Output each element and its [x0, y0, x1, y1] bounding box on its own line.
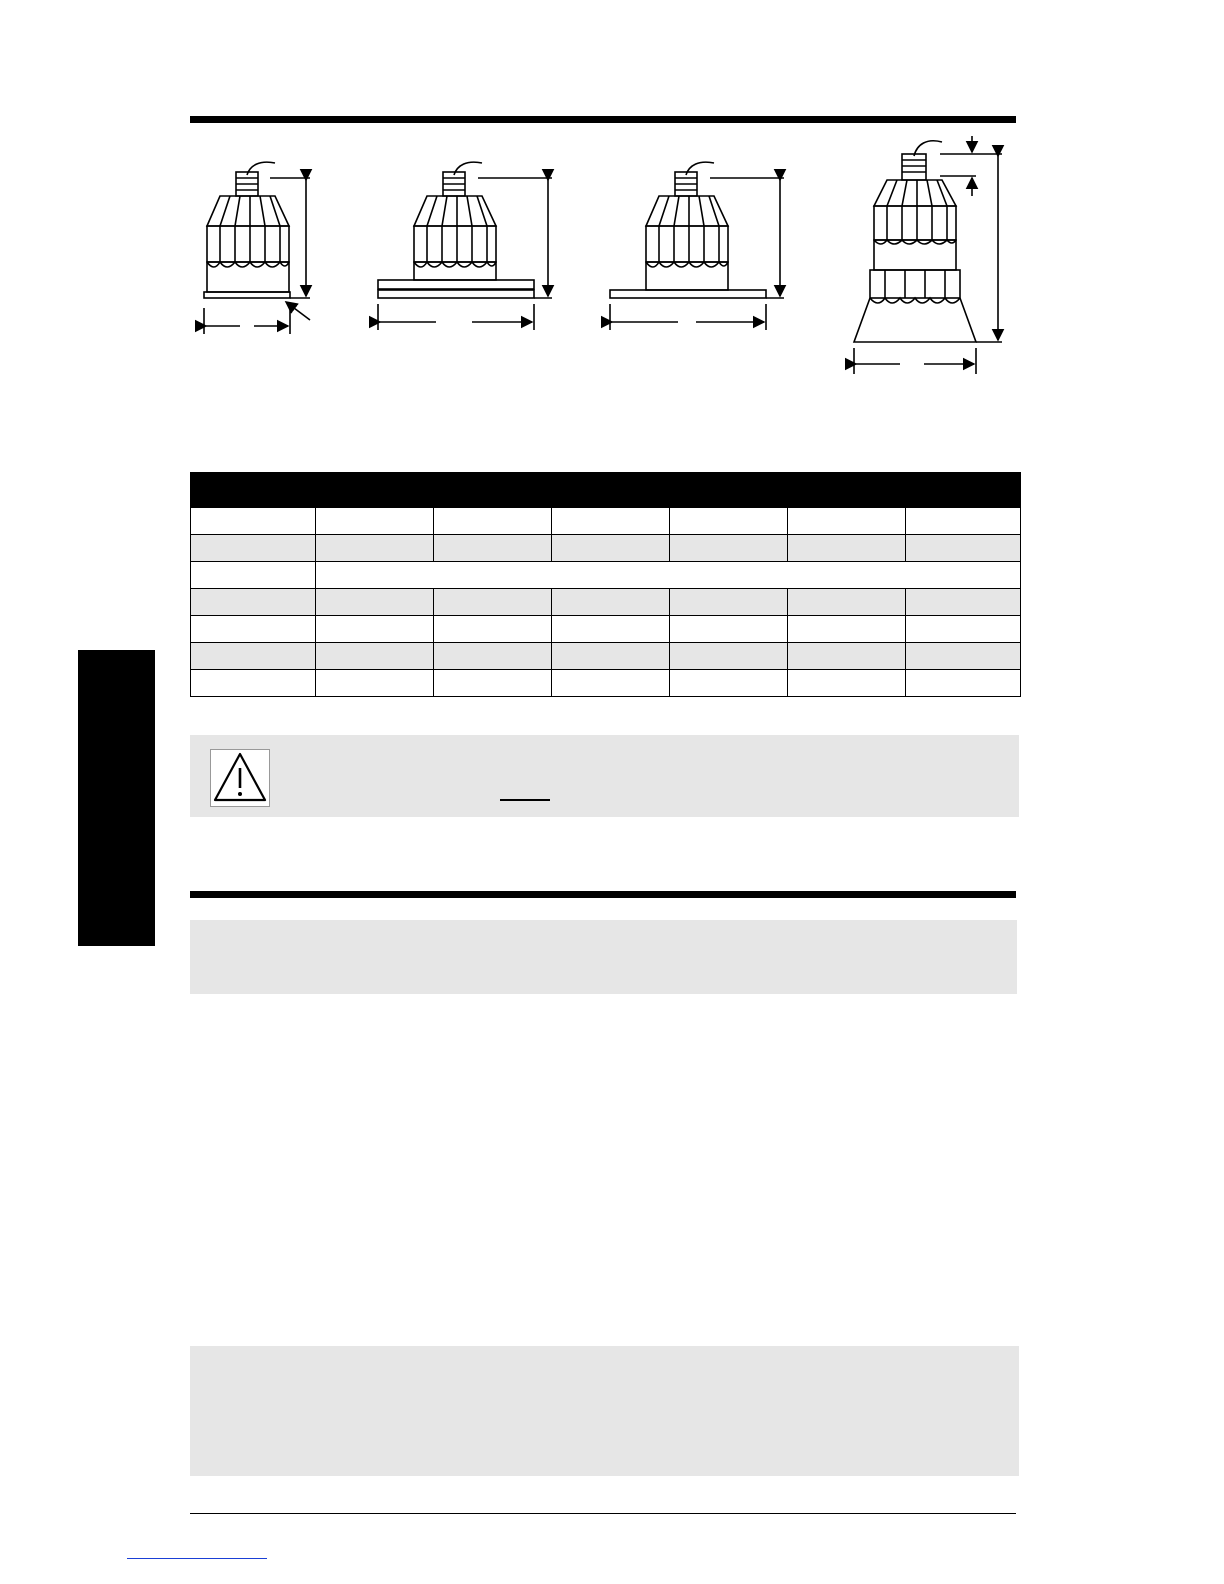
note-panel	[190, 920, 1017, 994]
specification-table	[190, 472, 1021, 697]
table-row	[191, 535, 1021, 562]
bottom-note-panel	[190, 1346, 1019, 1476]
section-rule-top	[190, 116, 1016, 123]
footer-link-underline[interactable]	[127, 1558, 267, 1559]
transducer-standard-drawing	[204, 162, 310, 334]
table-header	[191, 473, 1021, 508]
warning-emphasis-underline	[500, 799, 550, 801]
table-row	[191, 616, 1021, 643]
table-header-row	[191, 473, 1021, 508]
transducer-flanged-double-drawing	[378, 162, 552, 330]
table-row	[191, 589, 1021, 616]
table-row	[191, 562, 1021, 589]
warning-triangle-icon	[210, 749, 270, 807]
table-row	[191, 643, 1021, 670]
table-row	[191, 670, 1021, 697]
section-rule-middle	[190, 891, 1016, 898]
chapter-side-tab	[78, 650, 155, 946]
transducer-dimension-drawings	[180, 130, 1010, 380]
transducer-flanged-single-drawing	[610, 162, 784, 330]
warning-panel	[190, 735, 1019, 817]
transducer-horn-drawing	[854, 136, 1002, 374]
table-row	[191, 508, 1021, 535]
footer-rule	[190, 1513, 1016, 1514]
